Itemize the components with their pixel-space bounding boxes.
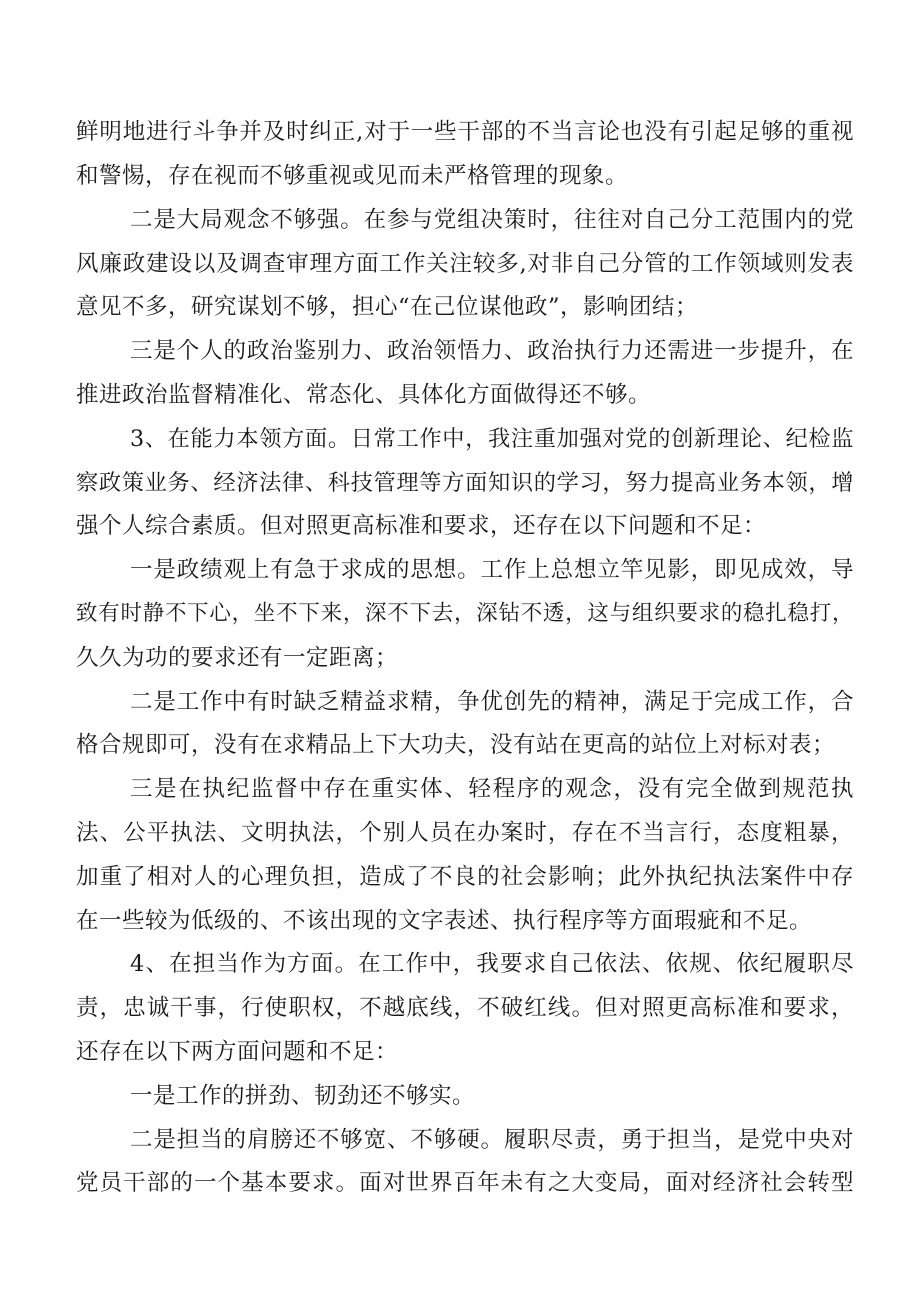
text-line: 风廉政建设以及调查审理方面工作关注较多,对非自己分管的工作领域则发表 [76,251,854,277]
text-line: 3、在能力本领方面。日常工作中，我注重加强对党的创新理论、纪检监 [130,426,854,452]
text-line: 还存在以下两方面问题和不足： [76,1039,399,1065]
text-line: 意见不多，研究谋划不够，担心“在己位谋他政”，影响团结； [76,294,699,320]
text-line: 二是担当的肩膀还不够宽、不够硬。履职尽责，勇于担当，是党中央对 [130,1127,854,1153]
text-line: 党员干部的一个基本要求。面对世界百年未有之大变局，面对经济社会转型 [76,1170,854,1196]
text-line: 格合规即可，没有在求精品上下大功夫，没有站在更高的站位上对标对表； [76,732,836,758]
text-line: 二是工作中有时缺乏精益求精，争优创先的精神，满足于完成工作，合 [130,689,854,715]
text-line: 久久为功的要求还有一定距离； [76,645,399,671]
text-line: 三是在执纪监督中存在重实体、轻程序的观念，没有完全做到规范执 [130,776,854,802]
text-line: 强个人综合素质。但对照更高标准和要求，还存在以下问题和不足： [76,513,767,539]
text-line: 推进政治监督精准化、常态化、具体化方面做得还不够。 [76,382,652,408]
text-line: 法、公平执法、文明执法，个别人员在办案时，存在不当言行，态度粗暴， [76,820,854,846]
text-line: 加重了相对人的心理负担，造成了不良的社会影响；此外执纪执法案件中存 [76,864,854,890]
text-line: 鲜明地进行斗争并及时纠正,对于一些干部的不当言论也没有引起足够的重视 [76,119,854,145]
text-line: 致有时静不下心，坐不下来，深不下去，深钻不透，这与组织要求的稳扎稳打， [76,601,854,626]
text-line: 4、在担当作为方面。在工作中，我要求自己依法、依规、依纪履职尽 [130,951,854,977]
text-line: 察政策业务、经济法律、科技管理等方面知识的学习，努力提高业务本领，增 [76,470,854,496]
text-line: 二是大局观念不够强。在参与党组决策时，往往对自己分工范围内的党 [130,207,854,233]
text-line: 一是政绩观上有急于求成的思想。工作上总想立竿见影，即见成效，导 [130,557,854,583]
text-line: 和警惕，存在视而不够重视或见而未严格管理的现象。 [76,163,629,189]
text-line: 责，忠诚干事，行使职权，不越底线，不破红线。但对照更高标准和要求， [76,995,854,1021]
text-line: 在一些较为低级的、不该出现的文字表述、执行程序等方面瑕疵和不足。 [76,908,813,934]
text-line: 三是个人的政治鉴别力、政治领悟力、政治执行力还需进一步提升，在 [130,338,854,364]
text-line: 一是工作的拼劲、韧劲还不够实。 [130,1083,476,1109]
